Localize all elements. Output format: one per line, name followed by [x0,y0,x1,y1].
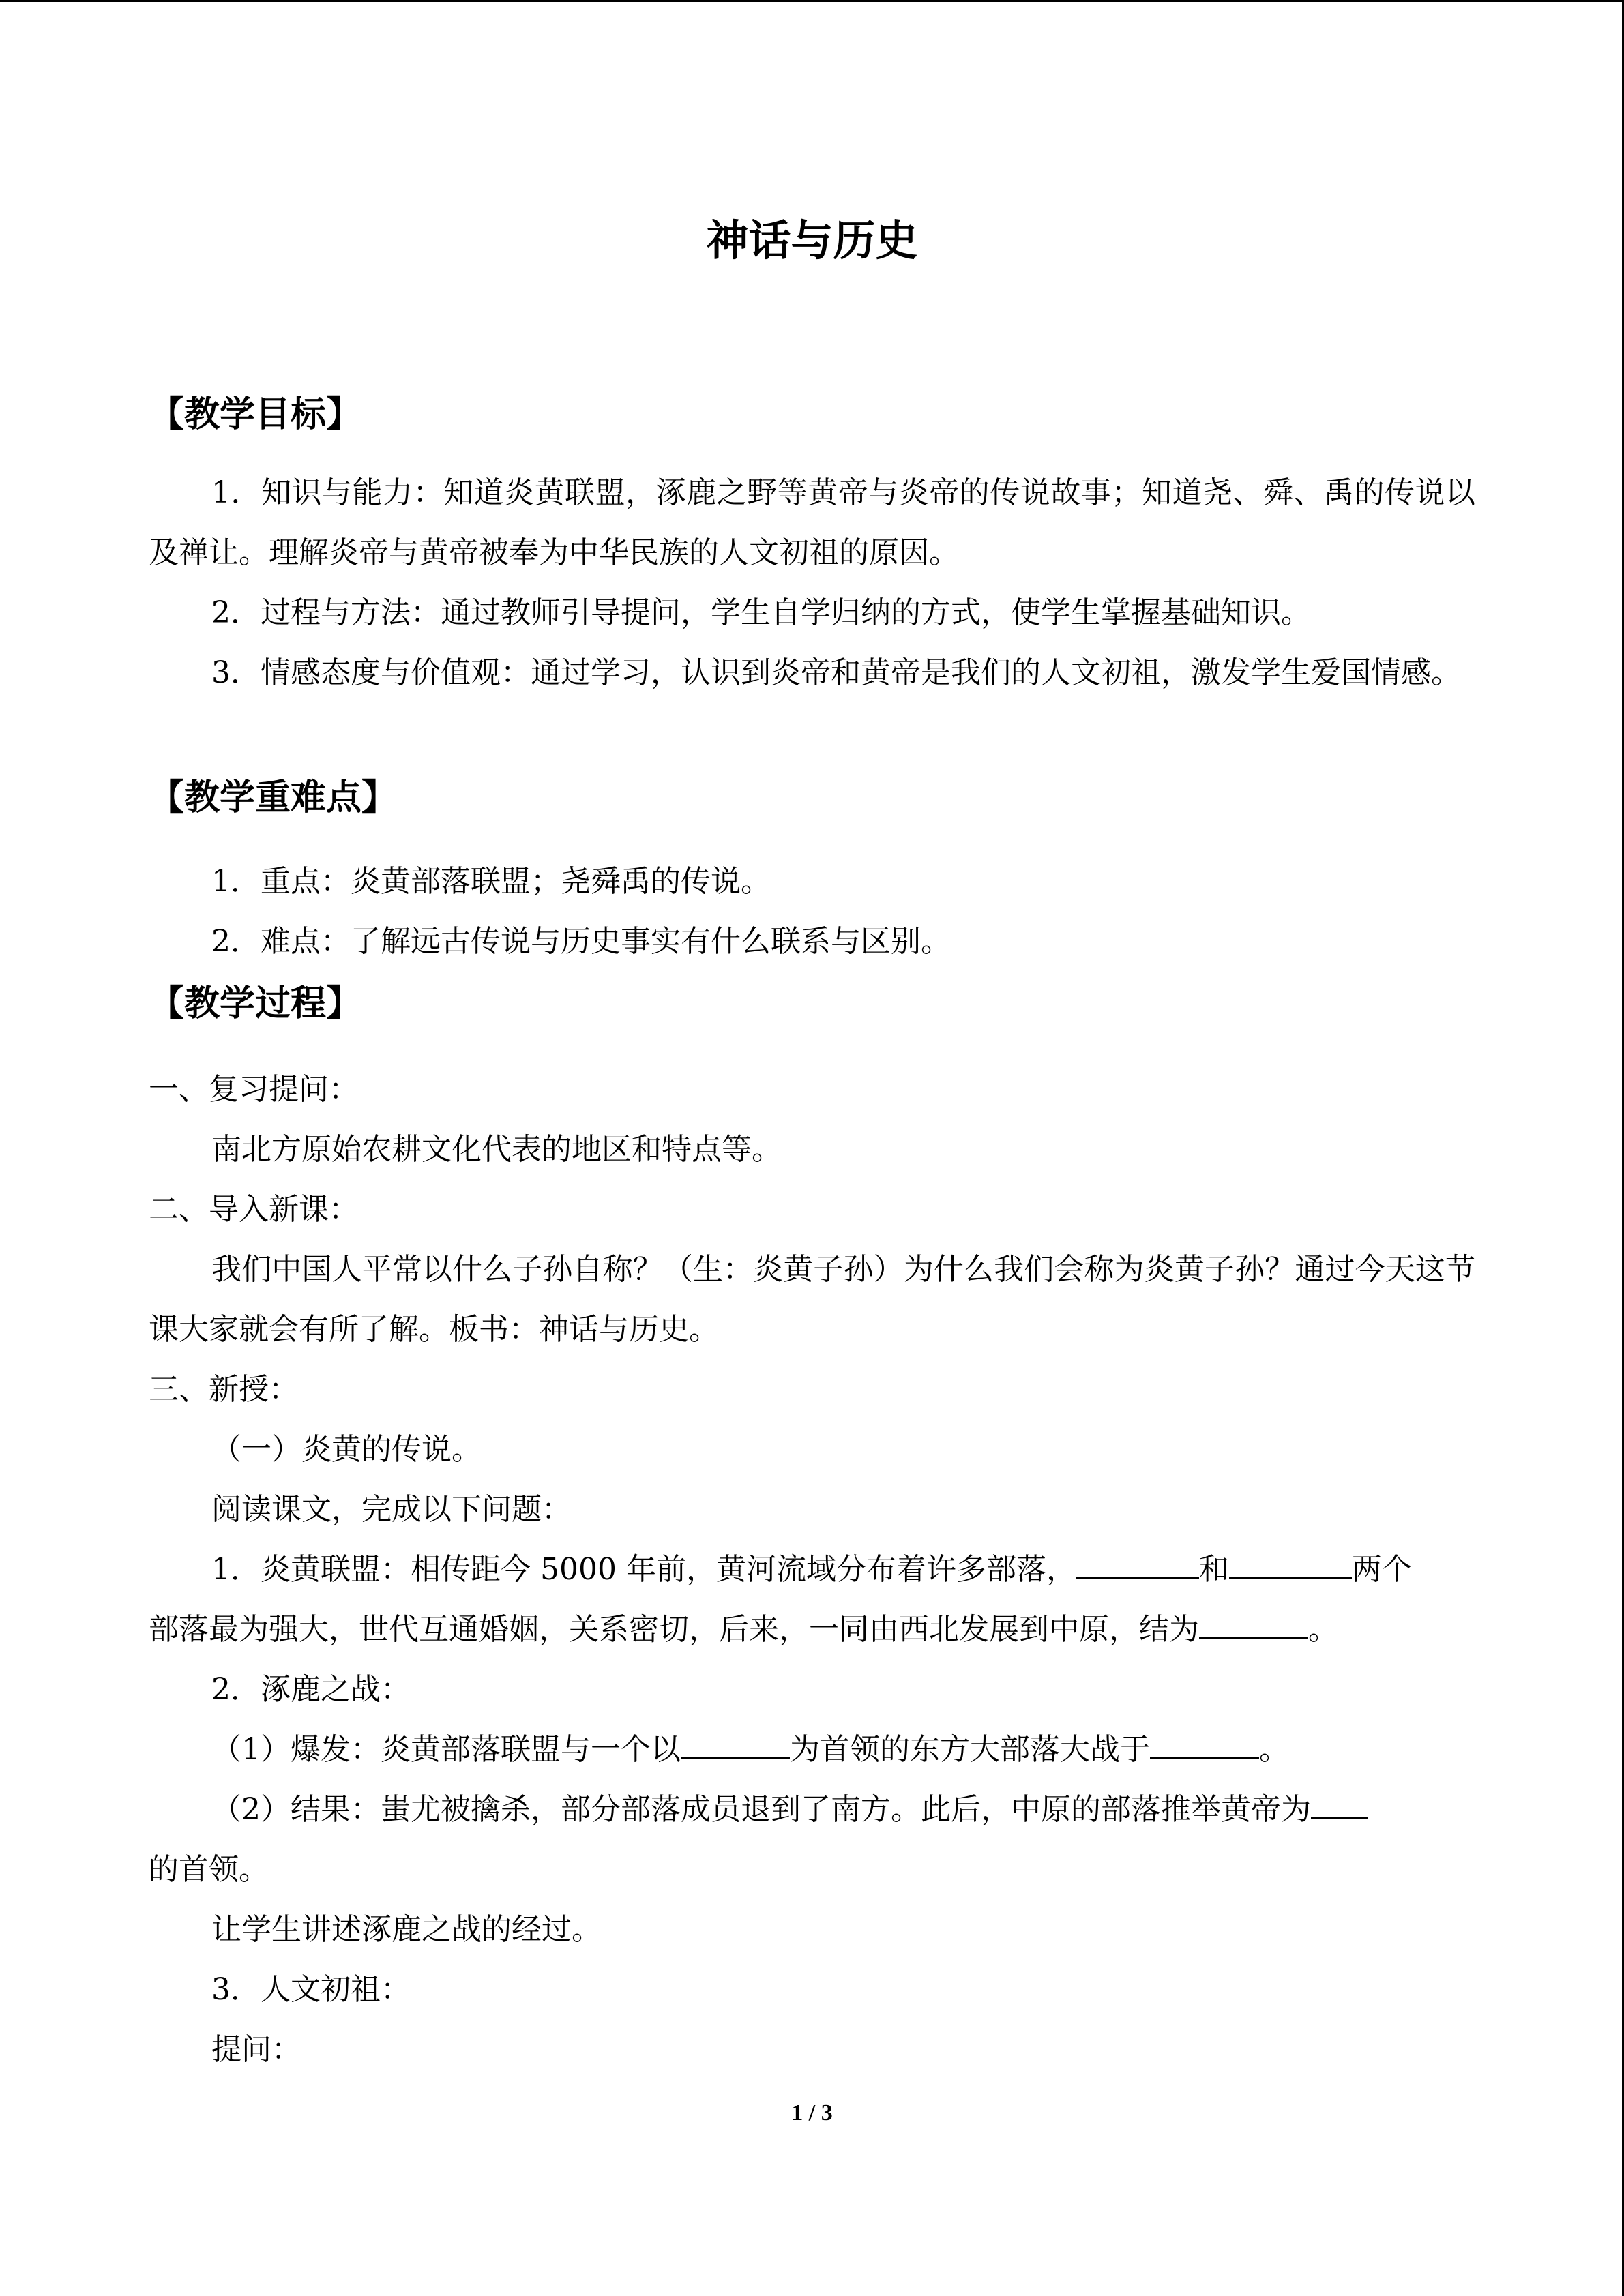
fill-blank[interactable] [1150,1730,1259,1759]
question-1-text-e: 。 [1308,1612,1338,1647]
question-2-2-text-a: （2）结果：蚩尤被擒杀，部分部落成员退到了南方。此后，中原的部落推举黄帝为 [211,1792,1311,1827]
page-top-border [0,0,1624,2]
heading-teaching-process: 【教学过程】 [149,983,362,1024]
question-2-part-2 [211,1780,1475,1840]
question-2-1-text-a: （1）爆发：炎黄部落联盟与一个以 [211,1732,681,1767]
section-3-title: 三、新授： [149,1372,299,1407]
question-3-title: 3．人文初祖： [211,1972,411,2007]
reading-instruction: 阅读课文，完成以下问题： [211,1492,572,1527]
question-2-1-text-b: 为首领的东方大部落大战于 [790,1732,1150,1767]
question-2-part-1 [211,1720,1475,1780]
keypoint-2: 2．难点：了解远古传说与历史事实有什么联系与区别。 [211,924,951,959]
section-2-body: 我们中国人平常以什么子孙自称？（生：炎黄子孙）为什么我们会称为炎黄子孙？通过今天这节课大家就会有所了解。板书：神话与历史。 [149,1252,1475,1347]
goal-2: 2．过程与方法：通过教师引导提问，学生自学归纳的方式，使学生掌握基础知识。 [211,595,1311,630]
fill-blank[interactable] [1311,1790,1368,1819]
question-1-text-d: 部落最为强大，世代互通婚姻，关系密切，后来，一同由西北发展到中原，结为 [149,1612,1199,1647]
question-1-line-1 [211,1540,1475,1600]
retell-instruction: 让学生讲述涿鹿之战的经过。 [211,1912,602,1947]
section-2-title: 二、导入新课： [149,1192,359,1227]
question-1-text-a: 1．炎黄联盟：相传距今 5000 年前，黄河流域分布着许多部落， [211,1552,1076,1587]
section-1-title: 一、复习提问： [149,1072,359,1107]
question-1-text-b: 和 [1198,1552,1229,1587]
section-1-body: 南北方原始农耕文化代表的地区和特点等。 [211,1132,782,1167]
question-1-line-2 [149,1600,1475,1660]
goal-3: 3．情感态度与价值观：通过学习，认识到炎帝和黄帝是我们的人文初祖，激发学生爱国情感。 [211,655,1461,690]
question-1-text-c: 两个 [1351,1552,1412,1587]
heading-key-points: 【教学重难点】 [149,777,398,818]
fill-blank[interactable] [1229,1550,1352,1579]
goal-1: 1．知识与能力：知道炎黄联盟，涿鹿之野等黄帝与炎帝的传说故事；知道尧、舜、禹的传说以及禅让。理解炎帝与黄帝被奉为中华民族的人文初祖的原因。 [149,475,1475,570]
fill-blank[interactable] [1199,1610,1308,1639]
ask-label: 提问： [211,2032,301,2067]
subsection-1-title: （一）炎黄的传说。 [211,1432,482,1467]
fill-blank[interactable] [1076,1550,1199,1579]
question-2-1-text-c: 。 [1259,1732,1289,1767]
question-2-title: 2．涿鹿之战： [211,1672,411,1707]
page-number: 1 / 3 [791,2100,833,2126]
question-2-part-2-cont: 的首领。 [149,1852,269,1887]
heading-teaching-goals: 【教学目标】 [149,394,362,435]
page-title: 神话与历史 [706,215,918,265]
keypoint-1: 1．重点：炎黄部落联盟；尧舜禹的传说。 [211,864,771,899]
fill-blank[interactable] [681,1730,790,1759]
